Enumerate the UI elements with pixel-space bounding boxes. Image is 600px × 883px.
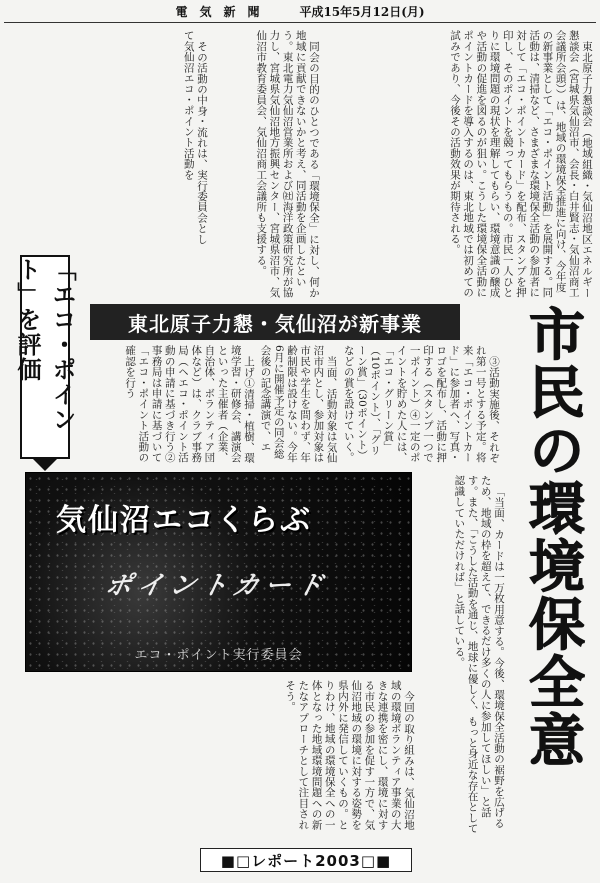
report-bar: ■□レポート2003□■ <box>200 848 412 872</box>
article-paragraph: 今回の取り組みは、気仙沼地域の環境ボランティア事業の大きな連携を密にし、環境に対する市民の参加を促す一方で、気仙沼地域の環境に対する姿勢を県内外に発信していくもの。とりわけ、地域の環境保全への一体となった地域環境問題への新たなアプローチとして注目されそう。 <box>284 680 415 830</box>
article-paragraph: その活動の中身・流れは、実行委員会として気仙沼エコ・ポイント活動を <box>182 30 208 244</box>
masthead-rule <box>4 22 596 23</box>
article-paragraph: ③活動実施後、それぞれ第一号とする予定。将来「エコ・ポイントカード」に参加者へ、写真・ロゴを配布し、活動に押印する（スタンプ一つで一ポイント）④一定のポイントを貯めた人には、「エコ・グリーン賞」（10ポイント）、「グリーン賞」（30ポイント）などの賞を設けていく。 <box>342 345 500 463</box>
photo-footer: エコ・ポイント実行委員会 <box>134 648 303 663</box>
article-col2-bottom <box>8 30 208 245</box>
issue-date: 平成15年5月12日(月) <box>299 4 425 19</box>
article-col3 <box>80 345 255 465</box>
banner-headline: 東北原子力懇・気仙沼が新事業 <box>90 304 460 340</box>
article-col4 <box>260 345 500 465</box>
photo-title: 気仙沼エコくらぶ <box>56 503 312 538</box>
main-headline: 市民の環境保全意 <box>520 305 585 769</box>
article-paragraph: 上げ①清掃・植樹、環境学習・研修会、講演会といった主催者（企業、自治体、ボランティア団体など）は、クラブ事務局（ヘエコ・ポイント活動の申請に基づき行う②事務局は申請に基づいて「エコ・ポイント活動の確認を行う <box>124 345 255 463</box>
photo-subtitle: ポイントカード <box>102 571 332 601</box>
article-col2-top <box>215 30 320 300</box>
side-heading: 「エコ・ポイント」を評価 <box>20 255 70 459</box>
masthead <box>0 0 600 22</box>
article-col5-right <box>420 475 505 835</box>
paper-name: 電 気 新 聞 <box>175 4 260 19</box>
article-col1 <box>325 30 593 300</box>
article-col5-bottom <box>205 680 415 840</box>
article-paragraph: 同会の目的のひとつである「環境保全」に対し、何か地域に貢献できないかと考え、同活動を企画したという。東北電力気仙沼営業所および㈳海洋政策研究所が協力し、宮城県気仙沼地方振興センター、宮城県沼市、気仙沼市教育委員会、気仙沼商工会議所も支援する。 <box>255 30 320 298</box>
article-paragraph: 「当面、カードは一万枚用意する。今後、環境保全活動の裾野を広げるため、地域の枠を超えて、できるだけ多くの人に参加してほしい」と話す。また、「こうした活動を通じ、地球に優しく、もっと身近な存在として認識していただければ」と話している。 <box>453 475 505 834</box>
article-paragraph: 当面、活動対象は気仙沼市内とし、参加対象は市民や学生を問わず、年齢制限は設けない。今年6月に開催予定の同会総会後の記念講演で、エ <box>260 345 338 463</box>
eco-club-photo <box>25 472 412 672</box>
article-paragraph: 東北原子力懇談会（地域組織・気仙沼地区エネルギー懇談会（宮城県気仙沼市、会長・白井賢志・気仙沼商工会議所会頭））は、地域の環境保全推進に向け、今年度の新事業として「エコ・ポイント活動」を展開する。同活動は、清掃など、さまざまな環境保全活動の参加者に対して「エコ・ポイントカード」を配布、スタンプを押印し、そのポイントを競ってもらうもの。市民一人ひとりに環境問題の現状を理解してもらい、環境意識の醸成や活動の促進を図るのが狙い。こうした環境保全活動にポイントカードを導入するのは、東北地域では初めての試みであり、今後その活動效果が期待される。 <box>448 30 593 298</box>
